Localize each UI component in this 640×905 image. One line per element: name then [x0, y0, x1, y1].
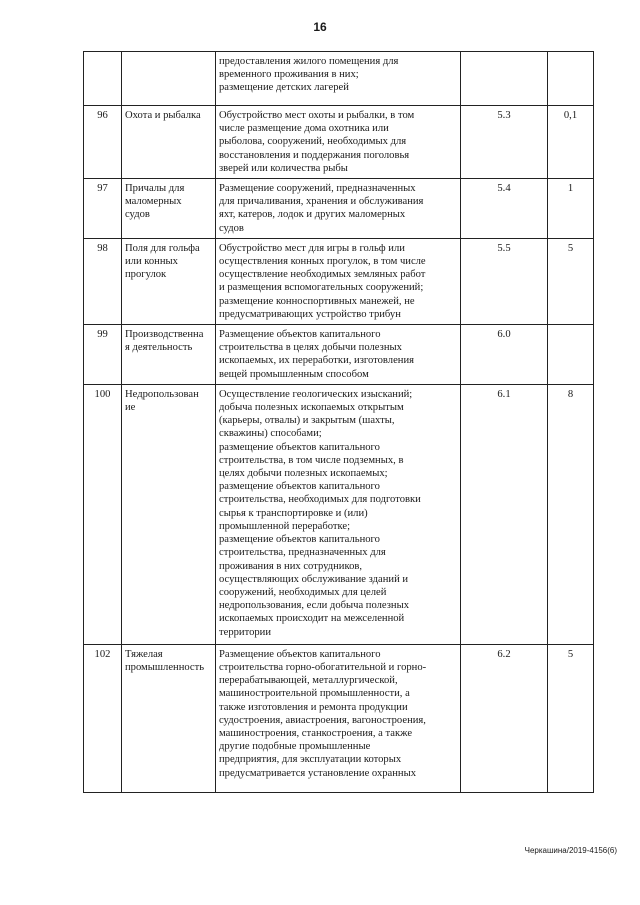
description-line: строительства, необходимых для подготовки: [219, 494, 421, 506]
description-line: машиностроительной промышленности, а: [219, 688, 410, 700]
description-line: предусматривается установление охранных: [219, 767, 416, 779]
description-line: размещение объектов капитального: [219, 481, 380, 493]
parameter-value: 0,1: [548, 106, 594, 179]
classification-code: 6.2: [461, 644, 548, 792]
description-line: размещение объектов капитального: [219, 441, 380, 453]
row-number: 96: [84, 106, 122, 179]
land-use-name: [122, 52, 216, 106]
description-line: ископаемых происходит на межселенной: [219, 613, 405, 625]
page-number: 16: [313, 20, 327, 34]
land-use-name: [122, 644, 216, 792]
parameter-value: 8: [548, 384, 594, 644]
row-number: 100: [84, 384, 122, 644]
description-line: Размещение объектов капитального: [219, 648, 381, 660]
description-line: Размещение объектов капитального: [219, 329, 381, 341]
description-line: перерабатывающей, металлургической,: [219, 675, 398, 687]
description-line: ископаемых, их переработки, изготовления: [219, 355, 414, 367]
land-use-name: [122, 384, 216, 644]
description-line: восстановления и поддержания поголовья: [219, 149, 410, 161]
table-row: [84, 644, 594, 792]
land-use-name-line: промышленность: [125, 662, 205, 674]
description-line: сырья к транспортировке и (или): [219, 507, 368, 519]
description-line: вещей промышленным способом: [219, 368, 369, 380]
land-use-name-line: ие: [125, 402, 136, 414]
land-use-description: [216, 106, 461, 179]
parameter-value: 5: [548, 238, 594, 324]
description-line: размещение конноспортивных манежей, не: [219, 295, 415, 307]
description-line: яхт, катеров, лодок и других маломерных: [219, 209, 406, 221]
table-row: [84, 384, 594, 644]
description-line: судостроения, авиастроения, вагоностроения,: [219, 714, 426, 726]
land-use-name-line: Производственна: [125, 329, 204, 341]
description-line: предприятия, для эксплуатации которых: [219, 754, 402, 766]
description-line: осуществление необходимых земляных работ: [219, 269, 426, 281]
description-line: осуществления конных прогулок, в том числе: [219, 256, 426, 268]
table-row: [84, 179, 594, 239]
classification-code: 5.5: [461, 238, 548, 324]
land-use-name-line: Охота и рыбалка: [125, 110, 201, 121]
description-line: машиностроения, станкостроения, а также: [219, 728, 413, 740]
description-line: (карьеры, отвалы) и закрытым (шахты,: [219, 415, 395, 427]
description-line: Размещение сооружений, предназначенных: [219, 183, 416, 195]
land-use-description: [216, 325, 461, 385]
parameter-value: 5: [548, 644, 594, 792]
description-line: Обустройство мест охоты и рыбалки, в том: [219, 110, 415, 121]
description-line: другие подобные промышленные: [219, 741, 371, 753]
parameter-value: [548, 325, 594, 385]
description-line: временного проживания в них;: [219, 69, 359, 81]
description-line: промышленной переработке;: [219, 520, 351, 532]
table-row: [84, 106, 594, 179]
description-line: для причаливания, хранения и обслуживания: [219, 196, 424, 208]
land-use-name: [122, 238, 216, 324]
description-line: и размещения вспомогательных сооружений;: [219, 282, 424, 294]
description-line: зверей или количества рыбы: [219, 162, 348, 174]
description-line: судов: [219, 222, 244, 234]
land-use-name-line: или конных: [125, 256, 178, 268]
land-use-name-line: маломерных: [125, 196, 182, 208]
description-line: сооружений, необходимых для целей: [219, 586, 387, 598]
classification-code: [461, 52, 548, 106]
table-row: [84, 238, 594, 324]
description-line: предусматривающих устройство трибун: [219, 308, 401, 320]
land-use-name-line: я деятельность: [125, 342, 193, 354]
description-line: размещение объектов капитального: [219, 534, 380, 546]
description-line: Обустройство мест для игры в гольф или: [219, 242, 405, 254]
description-line: предоставления жилого помещения для: [219, 56, 399, 67]
land-use-name-line: прогулок: [125, 269, 167, 281]
description-line: строительства в целях добычи полезных: [219, 342, 402, 354]
land-use-description: [216, 384, 461, 644]
classification-code: 5.4: [461, 179, 548, 239]
description-line: добыча полезных ископаемых открытым: [219, 402, 404, 414]
description-line: также изготовления и ремонта продукции: [219, 701, 408, 713]
parameter-value: [548, 52, 594, 106]
description-line: рыболова, сооружений, необходимых для: [219, 136, 407, 148]
row-number: 98: [84, 238, 122, 324]
land-use-name-line: судов: [125, 209, 150, 221]
land-use-name-line: Недропользован: [125, 388, 199, 400]
description-line: Осуществление геологических изысканий;: [219, 388, 413, 400]
description-line: строительства, предназначенных для: [219, 547, 386, 559]
row-number: 97: [84, 179, 122, 239]
row-number: [84, 52, 122, 106]
document-footer: Черкашина/2019-4156(6): [524, 846, 617, 855]
description-line: строительства, в том числе подземных, в: [219, 454, 404, 466]
land-use-description: [216, 238, 461, 324]
classification-code: 6.1: [461, 384, 548, 644]
land-use-description: [216, 52, 461, 106]
land-use-name: [122, 325, 216, 385]
table-row: [84, 325, 594, 385]
land-use-name-line: Поля для гольфа: [125, 242, 200, 254]
row-number: 99: [84, 325, 122, 385]
land-use-name-line: Тяжелая: [125, 648, 163, 660]
table-body: [84, 52, 594, 793]
classification-code: 6.0: [461, 325, 548, 385]
description-line: числе размещение дома охотника или: [219, 123, 389, 135]
land-use-name: [122, 106, 216, 179]
description-line: недропользования, если добыча полезных: [219, 600, 410, 612]
description-line: скважины) способами;: [219, 428, 322, 440]
description-line: размещение детских лагерей: [219, 82, 349, 94]
parameter-value: 1: [548, 179, 594, 239]
description-line: территории: [219, 626, 272, 638]
land-use-table: [83, 51, 594, 793]
description-line: проживания в них сотрудников,: [219, 560, 363, 572]
row-number: 102: [84, 644, 122, 792]
land-use-description: [216, 179, 461, 239]
classification-code: 5.3: [461, 106, 548, 179]
land-use-description: [216, 644, 461, 792]
description-line: строительства горно-обогатительной и горно-: [219, 662, 427, 674]
description-line: осуществляющих обслуживание зданий и: [219, 573, 409, 585]
description-line: целях добычи полезных ископаемых;: [219, 468, 388, 480]
table-row: [84, 52, 594, 106]
land-use-name-line: Причалы для: [125, 183, 185, 195]
land-use-name: [122, 179, 216, 239]
